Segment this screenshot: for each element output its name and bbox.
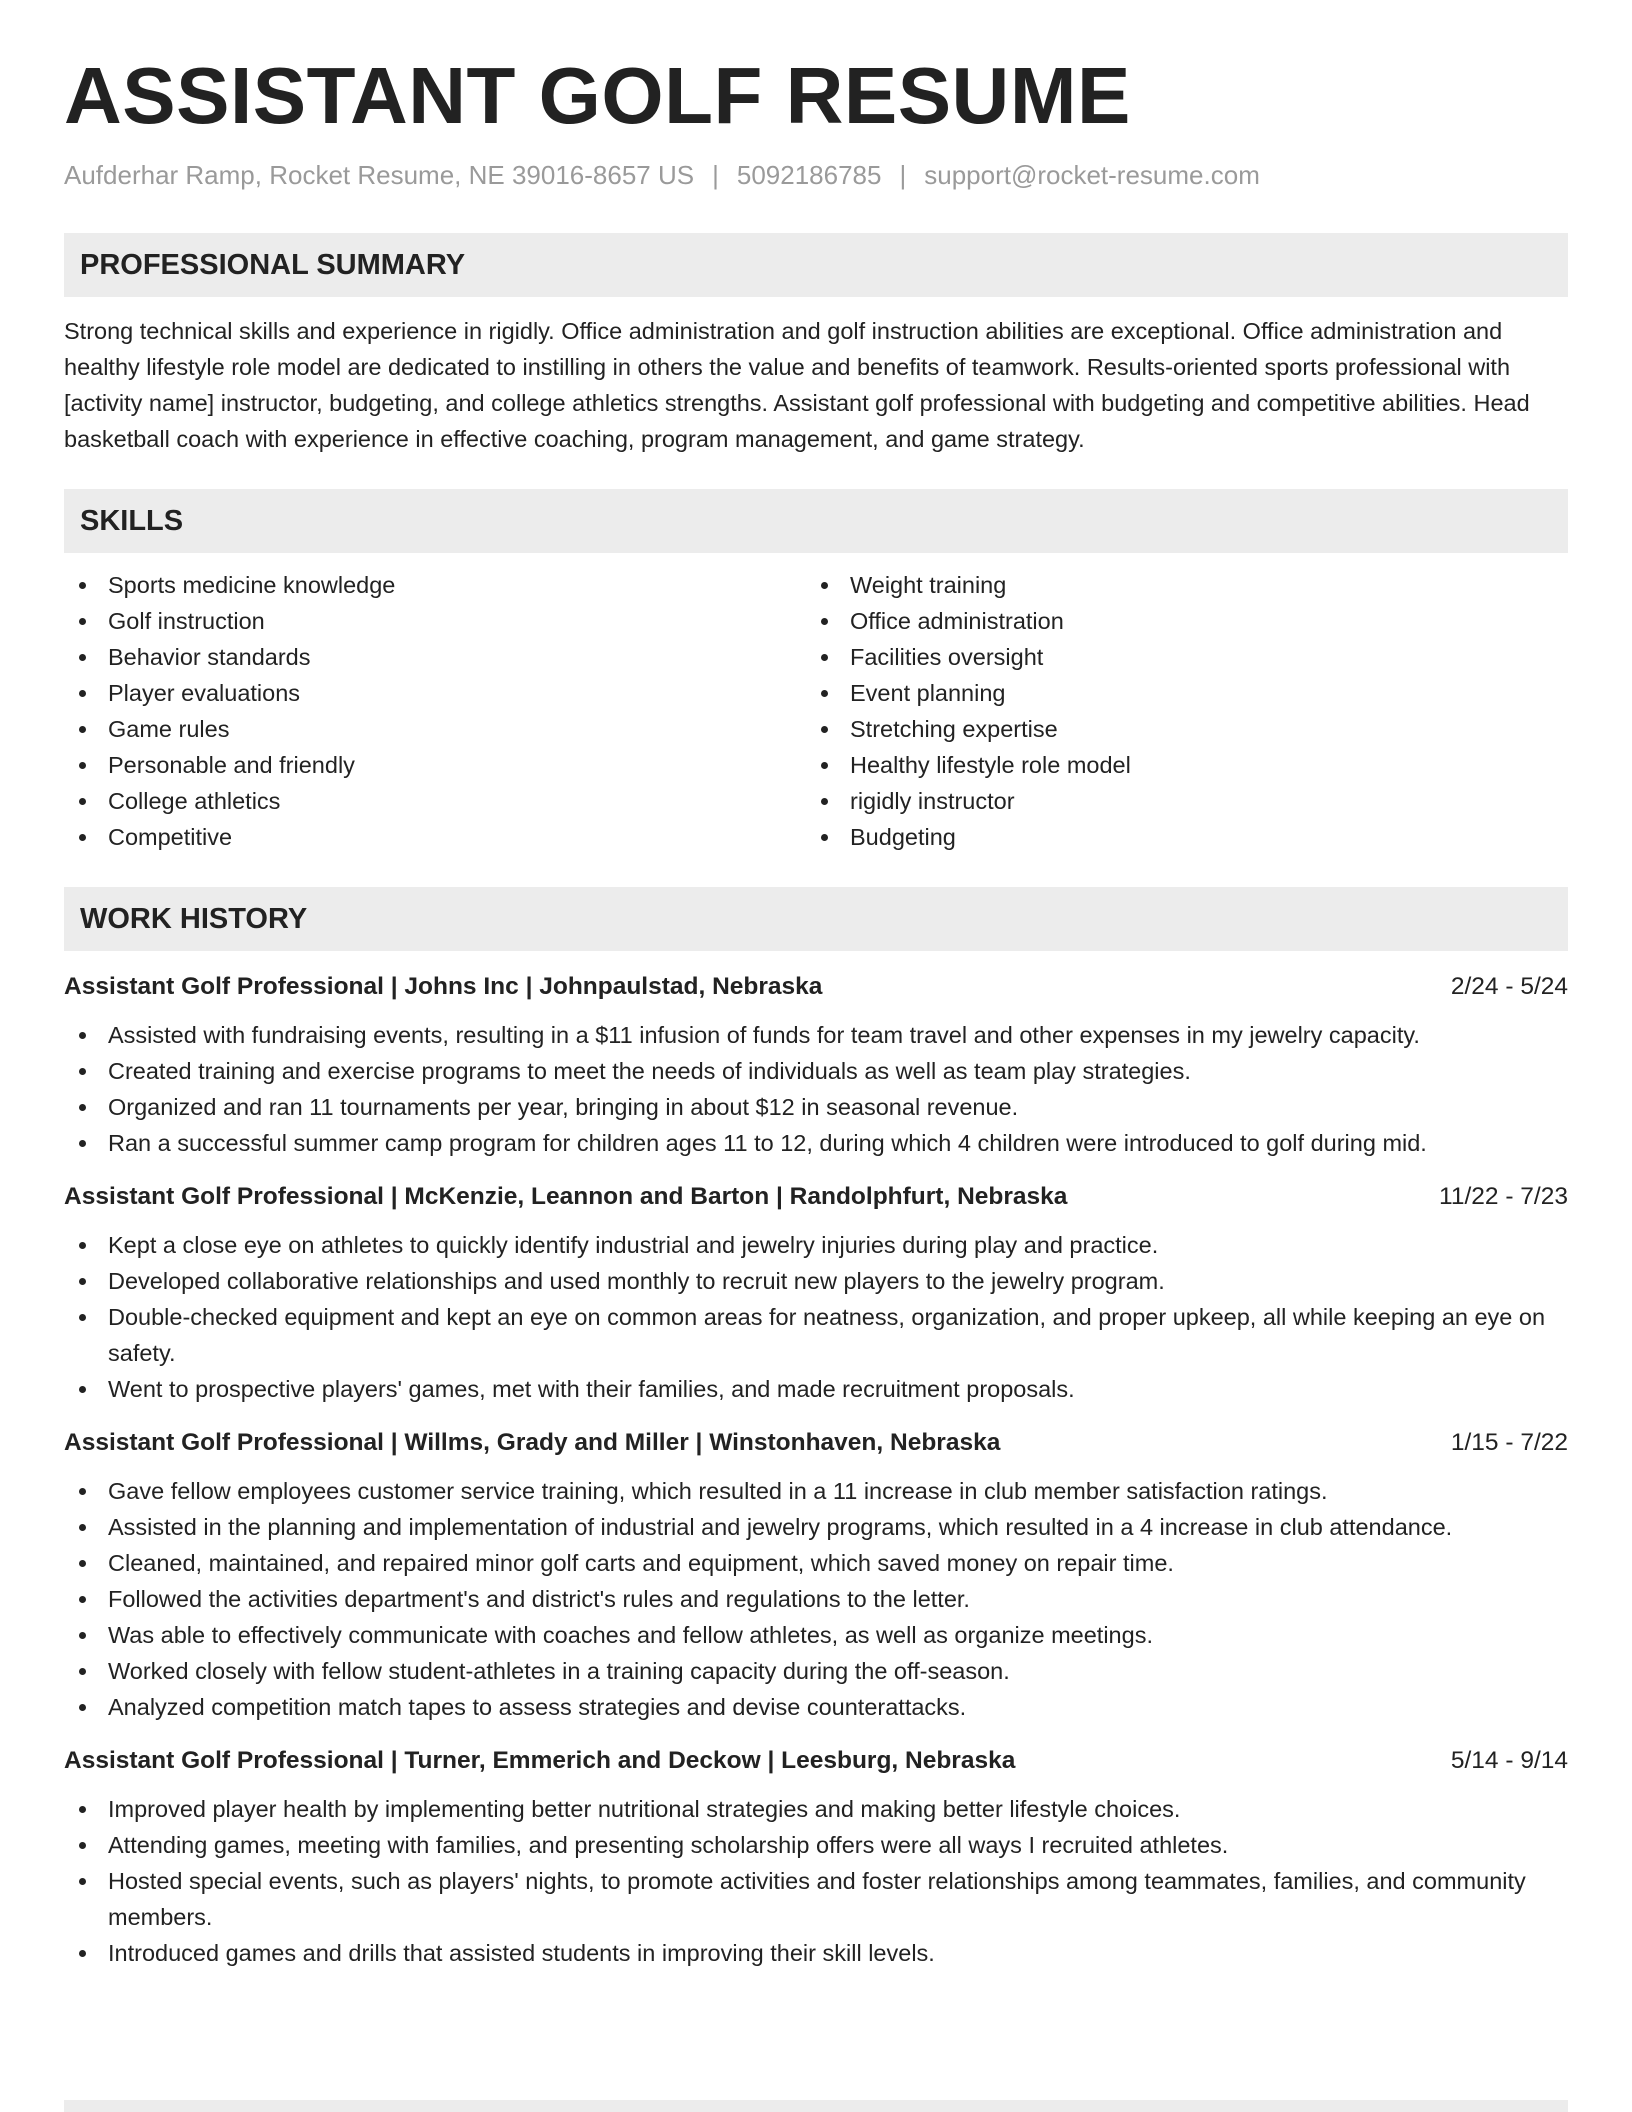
skill-item: rigidly instructor (806, 783, 1548, 819)
skill-item: Game rules (64, 711, 806, 747)
job-entry (64, 1747, 1568, 1971)
skill-item: Weight training (806, 567, 1548, 603)
skill-item: Facilities oversight (806, 639, 1548, 675)
contact-separator: | (899, 160, 907, 190)
job-dates: 2/24 - 5/24 (1450, 973, 1568, 1000)
job-bullet: Hosted special events, such as players' nights, to promote activities and foster relationships among teammates, families, and community members. (64, 1863, 1568, 1935)
job-bullet: Attending games, meeting with families, and presenting scholarship offers were all ways I recruited athletes. (64, 1827, 1568, 1863)
job-bullet: Introduced games and drills that assisted students in improving their skill levels. (64, 1935, 1568, 1971)
section-heading-summary: PROFESSIONAL SUMMARY (64, 233, 1568, 297)
job-bullets (64, 1227, 1568, 1407)
skills-column-right (806, 567, 1548, 855)
skills-list (64, 567, 1568, 855)
contact-address: Aufderhar Ramp, Rocket Resume, NE 39016-8657 US (64, 160, 695, 190)
job-bullet: Improved player health by implementing better nutritional strategies and making better lifestyle choices. (64, 1791, 1568, 1827)
job-bullet: Assisted with fundraising events, resulting in a $11 infusion of funds for team travel and other expenses in my jewelry capacity. (64, 1017, 1568, 1053)
job-title: Assistant Golf Professional | McKenzie, Leannon and Barton | Randolphfurt, Nebraska (64, 1183, 1068, 1210)
job-bullet: Went to prospective players' games, met with their families, and made recruitment proposals. (64, 1371, 1568, 1407)
job-bullet: Created training and exercise programs to meet the needs of individuals as well as team play strategies. (64, 1053, 1568, 1089)
job-bullets (64, 1791, 1568, 1971)
job-bullet: Kept a close eye on athletes to quickly identify industrial and jewelry injuries during play and practice. (64, 1227, 1568, 1263)
resume-title: ASSISTANT GOLF RESUME (64, 51, 1131, 140)
job-bullet: Organized and ran 11 tournaments per year, bringing in about $12 in seasonal revenue. (64, 1089, 1568, 1125)
job-bullet: Worked closely with fellow student-athletes in a training capacity during the off-season. (64, 1653, 1568, 1689)
skill-item: Healthy lifestyle role model (806, 747, 1548, 783)
job-title: Assistant Golf Professional | Johns Inc | Johnpaulstad, Nebraska (64, 973, 823, 1000)
contact-email: support@rocket-resume.com (924, 160, 1260, 190)
skill-item: Behavior standards (64, 639, 806, 675)
section-heading-work-history: WORK HISTORY (64, 887, 1568, 951)
job-bullet: Double-checked equipment and kept an eye on common areas for neatness, organization, and proper upkeep, all while keeping an eye on safety. (64, 1299, 1568, 1371)
next-section-heading-bar (64, 2100, 1568, 2112)
job-entry (64, 973, 1568, 1161)
job-dates: 5/14 - 9/14 (1450, 1747, 1568, 1774)
job-bullet: Cleaned, maintained, and repaired minor golf carts and equipment, which saved money on repair time. (64, 1545, 1568, 1581)
job-bullet: Ran a successful summer camp program for children ages 11 to 12, during which 4 children were introduced to golf during mid. (64, 1125, 1568, 1161)
job-entry (64, 1183, 1568, 1407)
skill-item: Event planning (806, 675, 1548, 711)
job-bullet: Gave fellow employees customer service training, which resulted in a 11 increase in club member satisfaction ratings. (64, 1473, 1568, 1509)
job-entry (64, 1429, 1568, 1725)
job-bullet: Developed collaborative relationships and used monthly to recruit new players to the jewelry program. (64, 1263, 1568, 1299)
summary-text: Strong technical skills and experience in rigidly. Office administration and golf instruction abilities are exceptional. Office administration and healthy lifestyle role model are dedicated to instilling in others the value and benefits of teamwork. Results-oriented sports professional with [activity name] instructor, budgeting, and college athletics strengths. Assistant golf professional with budgeting and competitive abilities. Head basketball coach with experience in effective coaching, program management, and game strategy. (64, 318, 1530, 452)
job-bullets (64, 1017, 1568, 1161)
job-bullets (64, 1473, 1568, 1725)
job-title: Assistant Golf Professional | Turner, Emmerich and Deckow | Leesburg, Nebraska (64, 1747, 1016, 1774)
skill-item: Office administration (806, 603, 1548, 639)
section-heading-skills: SKILLS (64, 489, 1568, 553)
job-bullet: Assisted in the planning and implementation of industrial and jewelry programs, which resulted in a 4 increase in club attendance. (64, 1509, 1568, 1545)
job-bullet: Analyzed competition match tapes to assess strategies and devise counterattacks. (64, 1689, 1568, 1725)
skill-item: Competitive (64, 819, 806, 855)
job-bullet: Was able to effectively communicate with coaches and fellow athletes, as well as organize meetings. (64, 1617, 1568, 1653)
job-dates: 11/22 - 7/23 (1439, 1183, 1568, 1210)
contact-line (64, 160, 1568, 191)
skill-item: College athletics (64, 783, 806, 819)
contact-separator: | (712, 160, 719, 190)
skill-item: Personable and friendly (64, 747, 806, 783)
skill-item: Player evaluations (64, 675, 806, 711)
skill-item: Stretching expertise (806, 711, 1548, 747)
job-title: Assistant Golf Professional | Willms, Grady and Miller | Winstonhaven, Nebraska (64, 1429, 1001, 1456)
skill-item: Golf instruction (64, 603, 806, 639)
skills-column-left (64, 567, 806, 855)
job-dates: 1/15 - 7/22 (1450, 1429, 1568, 1456)
job-bullet: Followed the activities department's and district's rules and regulations to the letter. (64, 1581, 1568, 1617)
contact-phone: 5092186785 (736, 160, 882, 190)
skill-item: Sports medicine knowledge (64, 567, 806, 603)
skill-item: Budgeting (806, 819, 1548, 855)
